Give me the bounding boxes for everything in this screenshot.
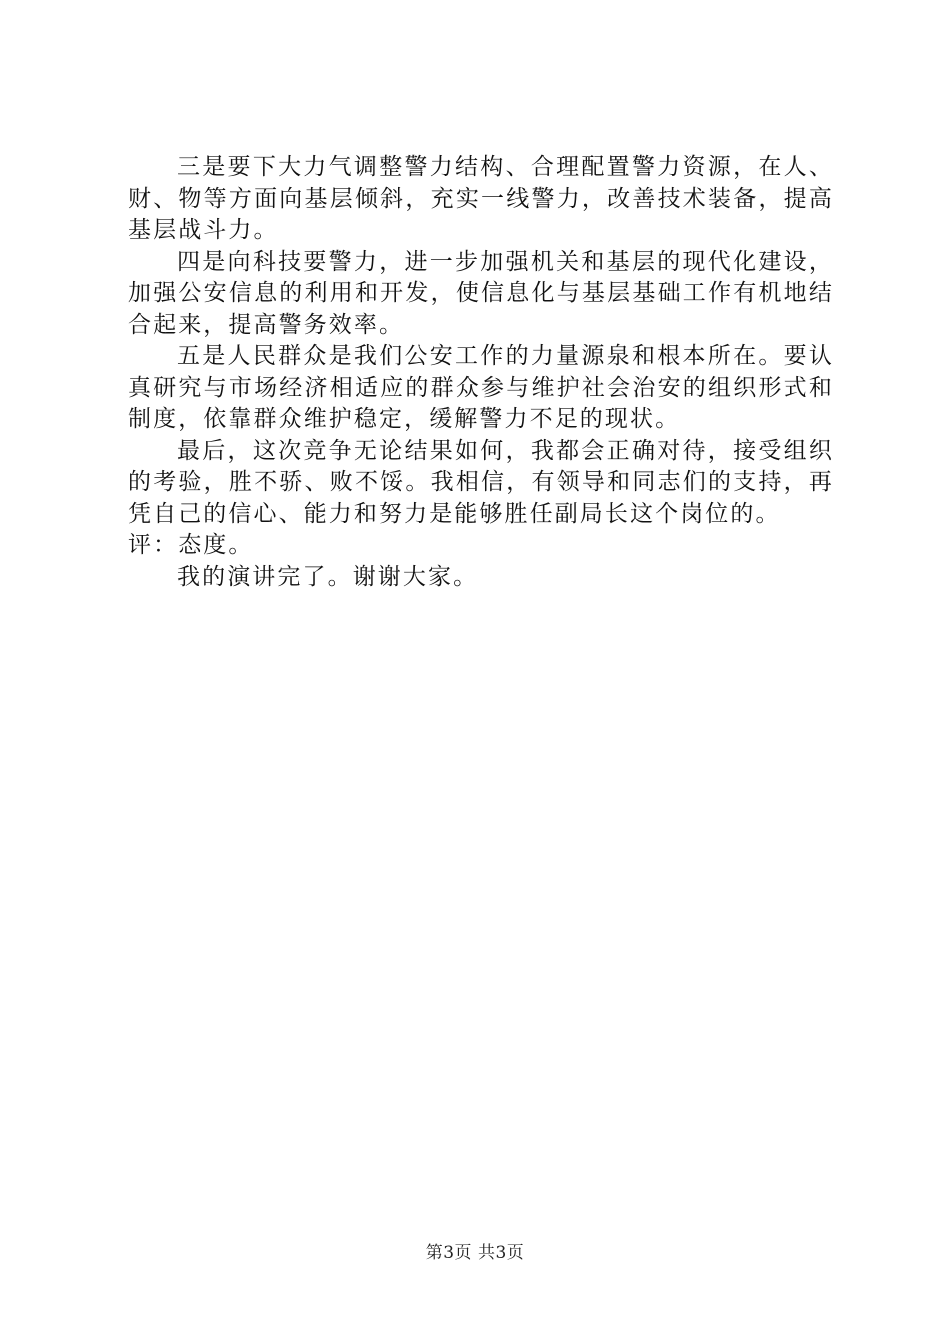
paragraph-4: 最后，这次竞争无论结果如何，我都会正确对待，接受组织的考验，胜不骄、败不馁。我相信，有领导和同志们的支持，再凭自己的信心、能力和努力是能够胜任副局长这个岗位的。 <box>128 437 834 527</box>
comment-line: 评：态度。 <box>128 532 254 558</box>
page-number: 第3页 共3页 <box>425 1243 525 1263</box>
document-body <box>128 152 834 593</box>
paragraph-2: 四是向科技要警力，进一步加强机关和基层的现代化建设，加强公安信息的利用和开发，使信息化与基层基础工作有机地结合起来，提高警务效率。 <box>128 248 834 338</box>
paragraph-3: 五是人民群众是我们公安工作的力量源泉和根本所在。要认真研究与市场经济相适应的群众参与维护社会治安的组织形式和制度，依靠群众维护稳定，缓解警力不足的现状。 <box>128 343 834 432</box>
paragraph-1: 三是要下大力气调整警力结构、合理配置警力资源，在人、财、物等方面向基层倾斜，充实一线警力，改善技术装备，提高基层战斗力。 <box>128 154 834 243</box>
closing-paragraph: 我的演讲完了。谢谢大家。 <box>177 563 479 590</box>
page-footer <box>0 1241 950 1265</box>
